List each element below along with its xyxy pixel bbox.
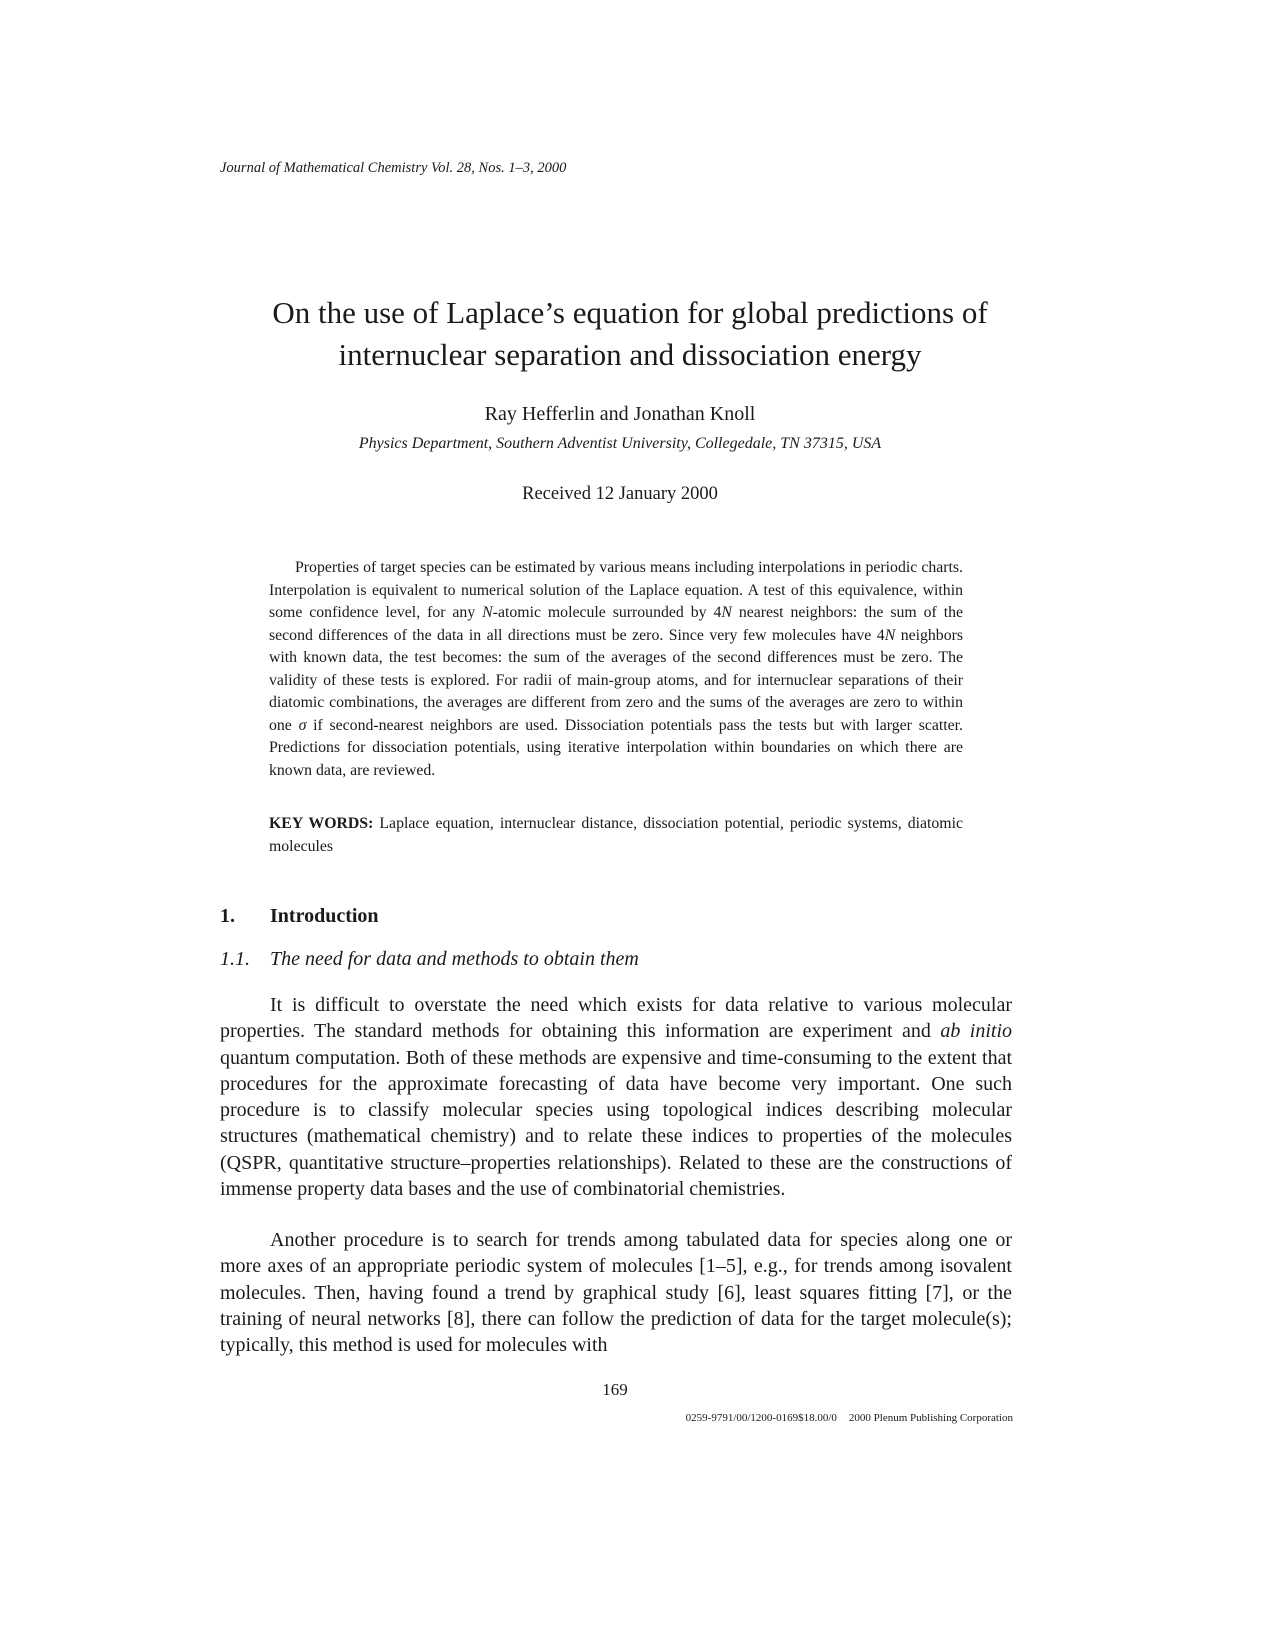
paragraph-italic-text: ab initio (940, 1020, 1012, 1043)
paragraph-text: It is difficult to overstate the need which exists for data relative to various molecular properties. The standard methods for obtaining this information are experiment and (220, 994, 1012, 1043)
section-title: Introduction (270, 905, 379, 927)
abstract-math-n: N (482, 604, 493, 621)
abstract-math-n: N (721, 604, 732, 621)
subsection-heading (220, 948, 639, 971)
abstract-text-5: if second-nearest neighbors are used. Dissociation potentials pass the tests but with larger scatter. Predictions for dissociation potentials, using iterative interpolation within boundaries on which there are known data, are reviewed. (269, 716, 963, 779)
body-paragraph-1 (220, 992, 1012, 1202)
body-paragraph-2: Another procedure is to search for trends among tabulated data for species along one or more axes of an appropriate periodic system of molecules [1–5], e.g., for trends among isovalent molecules. Then, having found a trend by graphical study [6], least squares fitting [7], or the training of neural networks [8], there can follow the prediction of data for the target molecule(s); typically, this method is used for molecules with (220, 1229, 1012, 1357)
subsection-title: The need for data and methods to obtain them (270, 948, 639, 970)
abstract (269, 557, 963, 782)
title-line-1: On the use of Laplace’s equation for global predictions of (272, 295, 988, 330)
page-number: 169 (602, 1380, 628, 1399)
publisher: 2000 Plenum Publishing Corporation (848, 1412, 1013, 1424)
copyright-line (686, 1412, 1013, 1424)
abstract-text-3: nearest neighbors: the sum of the second differences of the data in all directions must be zero. Since very few molecules have 4 (269, 604, 963, 644)
paragraph-text: quantum computation. Both of these methods are expensive and time-consuming to the extent that procedures for the approximate forecasting of data have become very important. One such procedure is to classify molecular species using topological indices describing molecular structures (mathematical chemistry) and to relate these indices to properties of the molecules (QSPR, quantitative structure–properties relationships). Related to these are the constructions of immense property data bases and the use of combinatorial chemistries. (220, 1046, 1012, 1201)
section-number: 1. (220, 905, 235, 927)
abstract-math-n: N (884, 626, 896, 644)
keywords (269, 813, 963, 858)
abstract-math-sigma: σ (298, 716, 307, 734)
paper-title (180, 292, 1080, 376)
authors: Ray Hefferlin and Jonathan Knoll (484, 403, 756, 425)
subsection-number: 1.1. (220, 948, 250, 970)
title-line-2: internuclear separation and dissociation energy (338, 337, 922, 372)
section-heading-introduction (220, 905, 379, 928)
journal-citation: Journal of Mathematical Chemistry Vol. 28, Nos. 1–3, 2000 (220, 160, 567, 176)
article-code: 0259-9791/00/1200-0169$18.00/0 (685, 1412, 837, 1424)
keywords-label: KEY WORDS: (269, 815, 374, 832)
received-date: Received 12 January 2000 (522, 484, 718, 504)
affiliation: Physics Department, Southern Adventist University, Collegedale, TN 37315, USA (358, 435, 882, 452)
keywords-text: Laplace equation, internuclear distance, dissociation potential, periodic systems, diatomic molecules (269, 815, 963, 855)
abstract-text-1: Properties of target species can be estimated by various means including interpolations in periodic charts. Interpolation is equivalent to numerical solution of the Laplace equation. A test of this equivalence, within some confidence level, for any (269, 559, 963, 621)
abstract-text-4: neighbors with known data, the test becomes: the sum of the averages of the second differences must be zero. The validity of these tests is explored. For radii of main-group atoms, and for internuclear separations of their diatomic combinations, the averages are different from zero and the sums of the averages are zero to within one (269, 626, 963, 734)
abstract-text-2: -atomic molecule surrounded by 4 (492, 604, 722, 621)
